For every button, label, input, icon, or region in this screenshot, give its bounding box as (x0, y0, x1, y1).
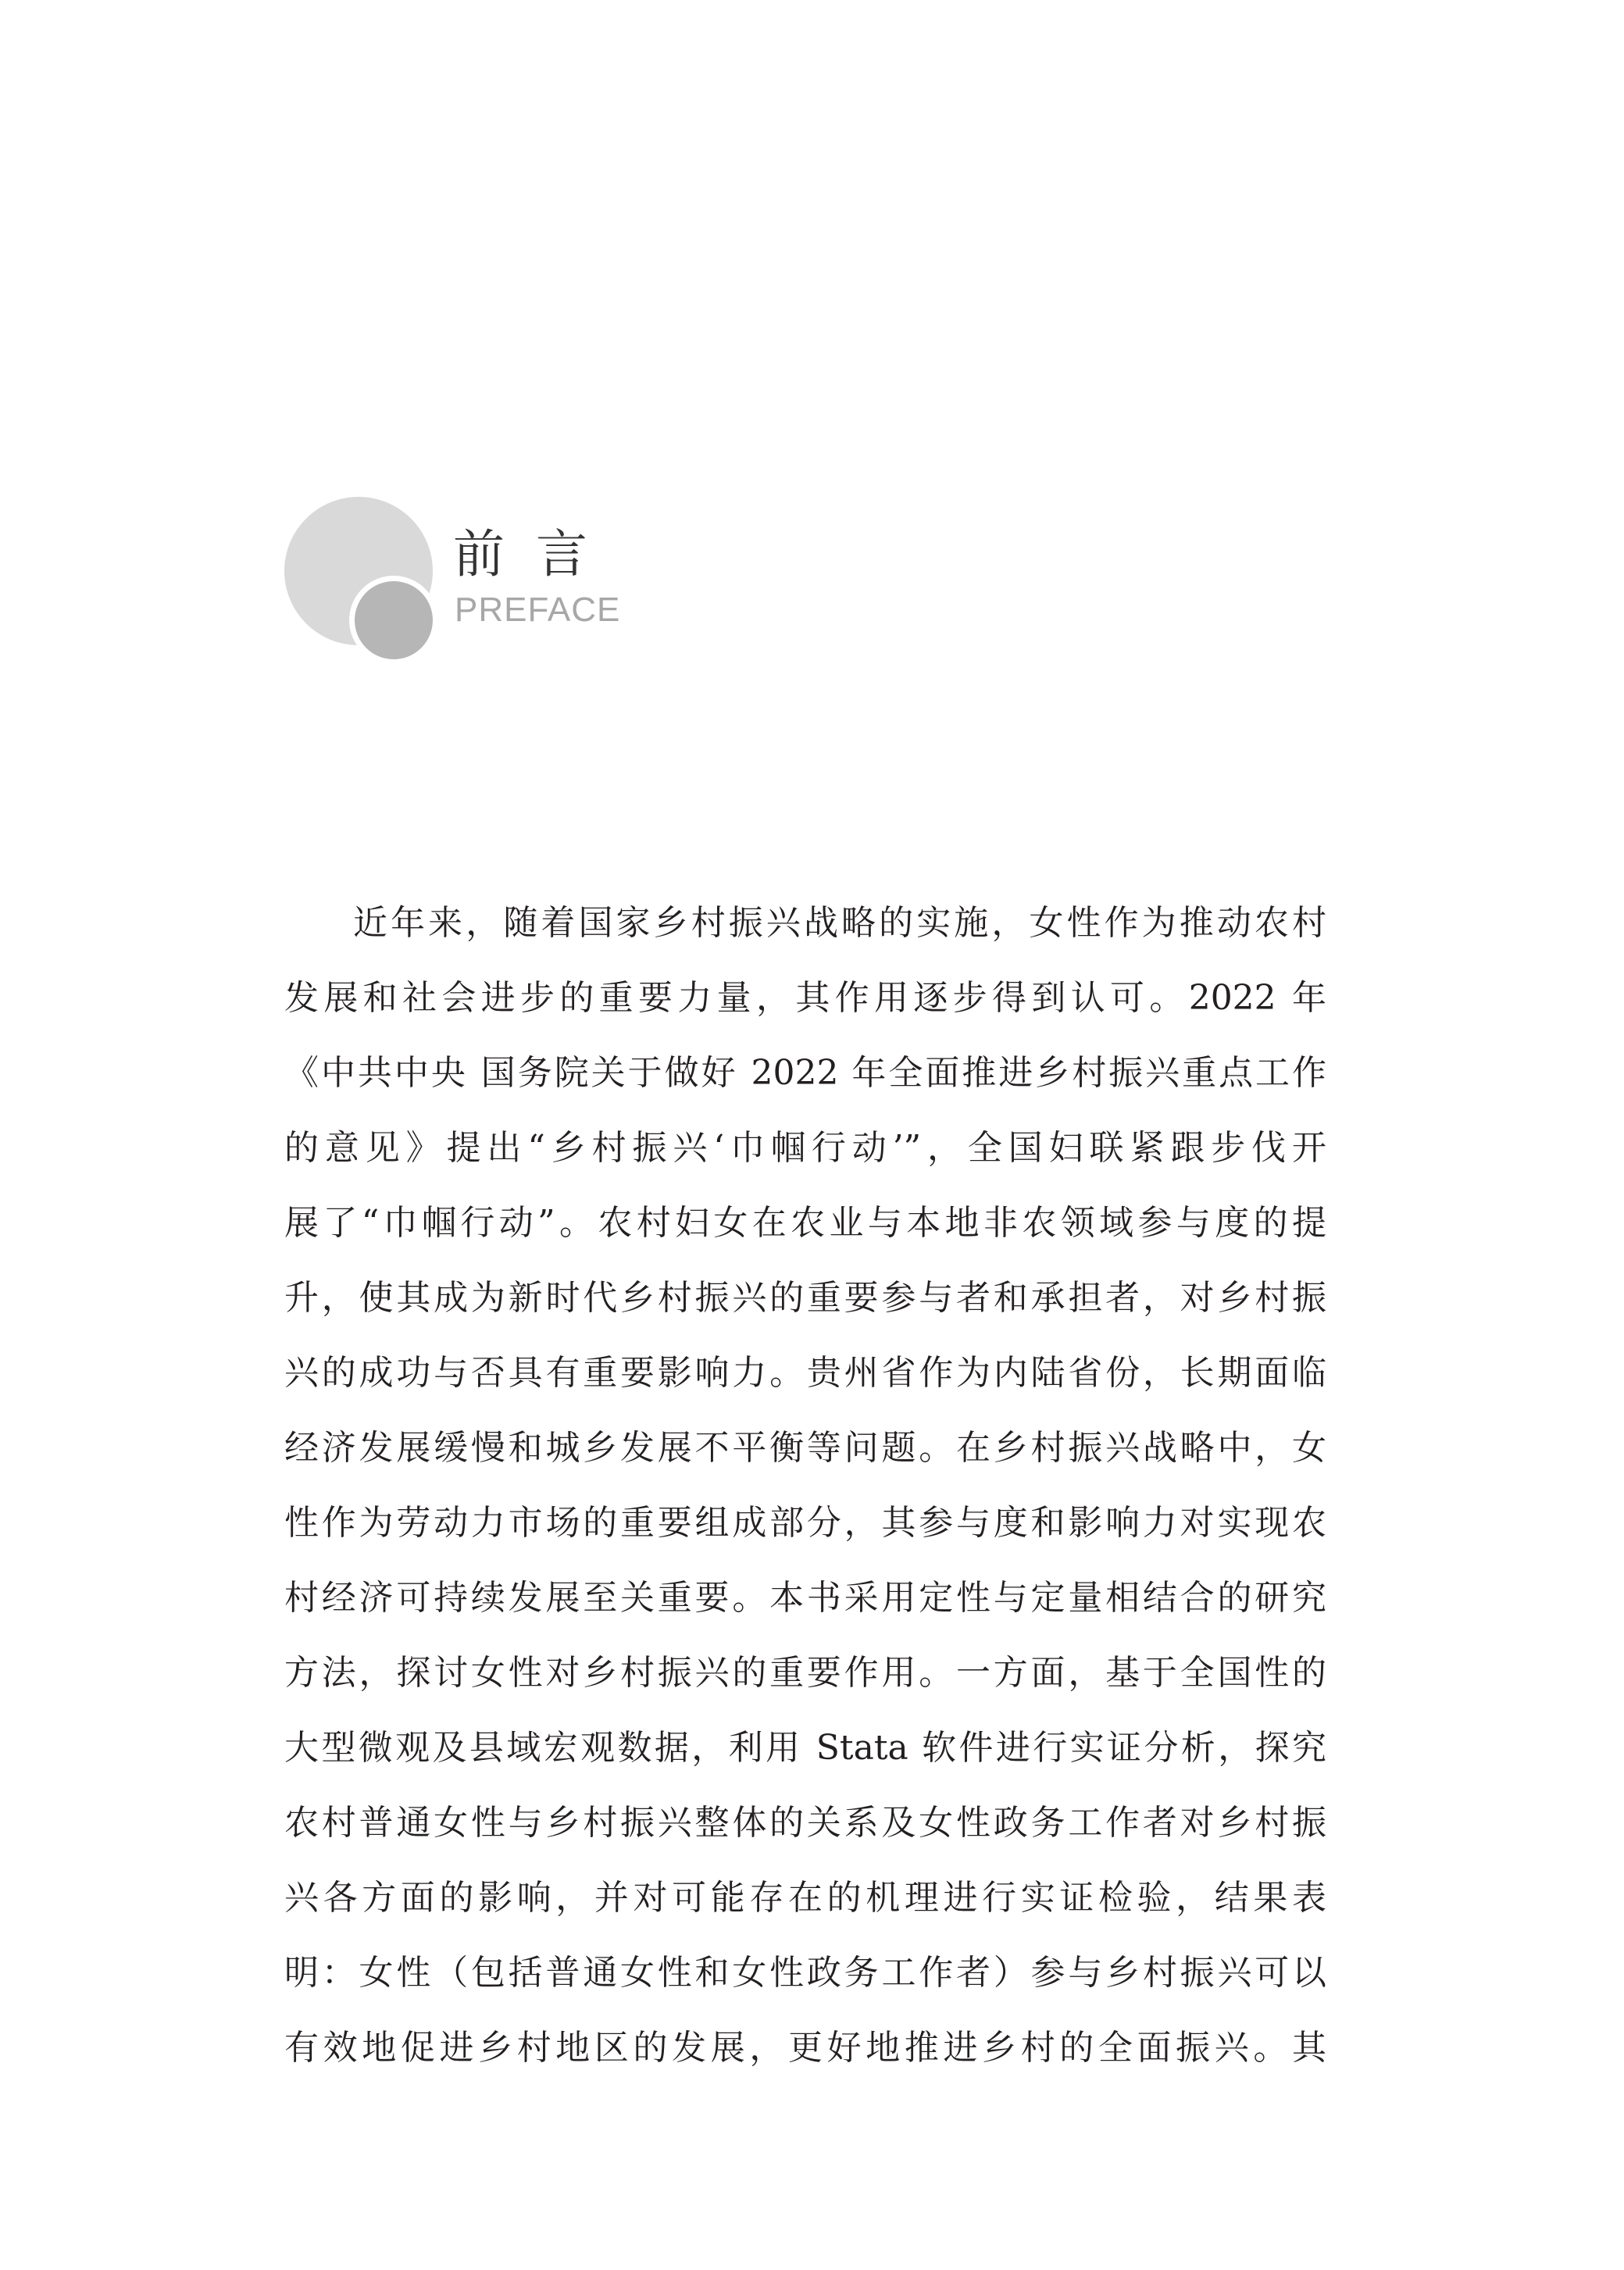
preface-body-paragraph (284, 886, 1326, 2086)
text-line: 农村普通女性与乡村振兴整体的关系及女性政务工作者对乡村振 (284, 1803, 1326, 1843)
text-line: 兴各方面的影响，并对可能存在的机理进行实证检验，结果表 (284, 1878, 1326, 1918)
decorative-small-circle (355, 581, 433, 659)
text-line: 展了“巾帼行动”。农村妇女在农业与本地非农领域参与度的提 (284, 1203, 1326, 1243)
text-line: 明：女性（包括普通女性和女性政务工作者）参与乡村振兴可以 (284, 1953, 1326, 1993)
chapter-title-chinese: 前言 (453, 524, 619, 584)
text-line: 升，使其成为新时代乡村振兴的重要参与者和承担者，对乡村振 (284, 1278, 1326, 1318)
text-line: 大型微观及县域宏观数据，利用 Stata 软件进行实证分析，探究 (284, 1728, 1326, 1768)
text-line: 经济发展缓慢和城乡发展不平衡等问题。在乡村振兴战略中，女 (284, 1428, 1326, 1468)
text-line: 性作为劳动力市场的重要组成部分，其参与度和影响力对实现农 (284, 1503, 1326, 1543)
text-line: 近年来，随着国家乡村振兴战略的实施，女性作为推动农村 (353, 903, 1326, 943)
text-line: 发展和社会进步的重要力量，其作用逐步得到认可。2022 年 (284, 978, 1326, 1018)
text-line: 村经济可持续发展至关重要。本书采用定性与定量相结合的研究 (284, 1578, 1326, 1618)
text-line: 兴的成功与否具有重要影响力。贵州省作为内陆省份，长期面临 (284, 1353, 1326, 1393)
chapter-title-english: PREFACE (455, 591, 621, 629)
text-line: 有效地促进乡村地区的发展，更好地推进乡村的全面振兴。其 (284, 2028, 1326, 2068)
text-line: 的意见》提出“乡村振兴‘巾帼行动’”，全国妇联紧跟步伐开 (284, 1128, 1326, 1168)
preface-heading (284, 497, 691, 661)
text-line: 《中共中央 国务院关于做好 2022 年全面推进乡村振兴重点工作 (284, 1053, 1326, 1093)
text-line: 方法，探讨女性对乡村振兴的重要作用。一方面，基于全国性的 (284, 1653, 1326, 1693)
